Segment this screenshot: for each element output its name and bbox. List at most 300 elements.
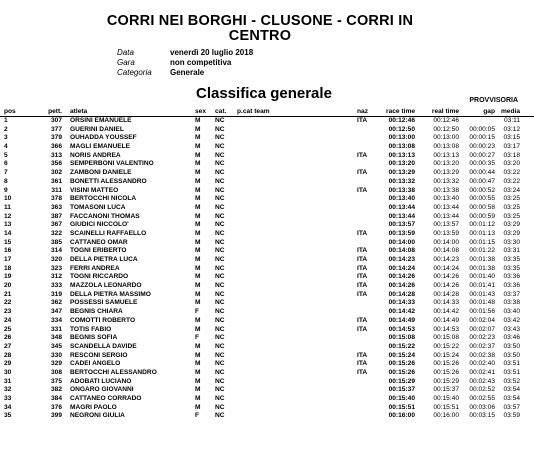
cell-gap: 00:00:47 [469, 177, 495, 185]
cell-cat: NC [215, 256, 225, 263]
cell-real-time: 00:14:00 [433, 238, 459, 246]
cell-real-time: 00:14:42 [433, 308, 459, 316]
cell-race-time: 00:15:29 [388, 377, 415, 385]
cell-pos: 28 [4, 351, 12, 359]
cell-media: 03:51 [503, 368, 520, 376]
cell-cat: NC [215, 386, 225, 394]
cell-pett: 376 [50, 403, 62, 411]
cell-cat: NC [215, 134, 225, 142]
cell-sex: M [195, 229, 201, 237]
cell-gap: 00:01:56 [469, 308, 495, 316]
cell-pett: 313 [50, 151, 62, 159]
cell-real-time: 00:15:40 [433, 395, 459, 402]
cell-pett: 307 [50, 117, 62, 124]
cell-media: 03:35 [503, 264, 520, 272]
cell-atleta: NORIS ANDREA [70, 151, 121, 159]
cell-sex: M [195, 238, 201, 246]
cell-real-time: 00:14:26 [433, 282, 459, 290]
cell-gap: 00:01:43 [469, 290, 495, 298]
cell-pos: 32 [4, 386, 12, 394]
cell-pett: 331 [50, 325, 62, 333]
cell-sex: M [195, 143, 201, 151]
cell-real-time: 00:13:32 [433, 177, 459, 185]
cell-media: 03:38 [503, 299, 520, 307]
cell-pett: 334 [50, 316, 62, 324]
cell-pett: 322 [50, 229, 62, 237]
table-row [0, 126, 534, 135]
cell-race-time: 00:15:26 [388, 368, 415, 376]
cell-media: 03:29 [503, 221, 520, 229]
cell-sex: M [195, 203, 201, 211]
cell-media: 03:50 [503, 342, 520, 350]
cell-atleta: GIUDICI NICCOLO' [70, 221, 129, 229]
cell-sex: M [195, 377, 201, 385]
cell-race-time: 00:15:40 [388, 395, 415, 402]
cell-atleta: FERRI ANDREA [70, 264, 120, 272]
table-row [0, 247, 534, 256]
table-row [0, 369, 534, 378]
cell-cat: NC [215, 282, 225, 290]
cell-atleta: POSSESSI SAMUELE [70, 299, 138, 307]
cell-atleta: BEGNIS CHIARA [70, 308, 123, 316]
cell-sex: M [195, 134, 201, 142]
cell-race-time: 00:13:13 [388, 151, 415, 159]
table-row [0, 178, 534, 187]
cell-pett: 311 [51, 186, 62, 194]
cell-media: 03:20 [503, 160, 520, 168]
cell-naz: ITA [357, 360, 368, 368]
meta-row-race [117, 58, 253, 68]
status-label: PROVVISORIA [469, 97, 518, 104]
cell-sex: M [195, 290, 201, 298]
cell-real-time: 00:14:53 [433, 325, 459, 333]
cell-cat: NC [215, 368, 225, 376]
cell-atleta: SCANDELLA DAVIDE [70, 342, 137, 350]
cell-gap: 00:01:12 [469, 221, 495, 229]
cell-gap: 00:00:23 [469, 143, 495, 151]
table-row [0, 299, 534, 308]
table-row [0, 195, 534, 204]
cell-real-time: 00:16:00 [433, 412, 459, 420]
cell-pos: 35 [4, 412, 12, 420]
cell-sex: M [195, 403, 201, 411]
cell-pos: 34 [4, 403, 12, 411]
table-row [0, 352, 534, 361]
cell-cat: NC [215, 334, 225, 342]
cell-sex: M [195, 212, 201, 220]
table-row [0, 204, 534, 213]
cell-cat: NC [215, 169, 225, 177]
cell-pos: 21 [4, 290, 12, 298]
cell-race-time: 00:13:00 [388, 134, 415, 142]
cell-atleta: BEGNIS SOFIA [70, 334, 118, 342]
cell-sex: M [195, 125, 201, 133]
cell-pett: 329 [50, 360, 62, 368]
cell-media: 03:35 [503, 256, 520, 263]
cell-real-time: 00:15:26 [433, 360, 459, 368]
cell-cat: NC [215, 247, 225, 255]
cell-sex: M [195, 177, 201, 185]
table-body [0, 117, 534, 421]
cell-media: 03:43 [503, 325, 520, 333]
cell-real-time: 00:13:44 [433, 203, 459, 211]
cell-race-time: 00:13:44 [388, 212, 415, 220]
cell-race-time: 00:13:38 [388, 186, 415, 194]
cell-atleta: RESCONI SERGIO [70, 351, 128, 359]
cell-gap: 00:00:55 [469, 195, 495, 203]
cell-race-time: 00:15:24 [388, 351, 415, 359]
cell-naz: ITA [357, 151, 368, 159]
cell-real-time: 00:13:20 [433, 160, 459, 168]
cell-atleta: FACCANONI THOMAS [70, 212, 140, 220]
cell-media: 03:50 [503, 351, 520, 359]
cell-pos: 12 [4, 212, 12, 220]
cell-race-time: 00:15:08 [388, 334, 415, 342]
cell-sex: M [195, 160, 201, 168]
table-row [0, 213, 534, 222]
cell-sex: M [195, 325, 201, 333]
cell-race-time: 00:13:20 [388, 160, 415, 168]
cell-real-time: 00:13:13 [433, 151, 459, 159]
header-cat: cat. [215, 108, 227, 115]
cell-atleta: BERTOCCHI NICOLA [70, 195, 137, 203]
cell-sex: M [195, 299, 201, 307]
header-race-time: race time [386, 108, 415, 115]
cell-pett: 314 [50, 247, 62, 255]
cell-sex: M [195, 247, 201, 255]
cell-cat: NC [215, 360, 225, 368]
cell-sex: M [195, 256, 201, 263]
cell-atleta: COMOTTI ROBERTO [70, 316, 136, 324]
cell-pos: 23 [4, 308, 12, 316]
cell-cat: NC [215, 316, 225, 324]
cell-pos: 30 [4, 368, 12, 376]
cell-pos: 26 [4, 334, 12, 342]
cell-pos: 20 [4, 282, 12, 290]
cell-media: 03:40 [503, 308, 520, 316]
cell-pett: 367 [50, 221, 62, 229]
cell-pett: 362 [50, 299, 62, 307]
cell-pos: 5 [4, 151, 8, 159]
cell-atleta: SCAINELLI RAFFAELLO [70, 229, 147, 237]
cell-atleta: OUHADDA YOUSSEF [70, 134, 137, 142]
cell-naz: ITA [357, 264, 368, 272]
cell-cat: NC [215, 186, 225, 194]
cell-pett: 387 [50, 212, 62, 220]
cell-cat: NC [215, 143, 225, 151]
cell-media: 03:46 [503, 334, 520, 342]
table-row [0, 187, 534, 196]
cell-sex: M [195, 395, 201, 402]
cell-atleta: CATTANEO CORRADO [70, 395, 142, 402]
cell-atleta: ZAMBONI DANIELE [70, 169, 132, 177]
cell-naz: ITA [357, 368, 368, 376]
cell-pos: 3 [4, 134, 8, 142]
header-sex: sex [195, 108, 207, 115]
cell-cat: NC [215, 221, 225, 229]
cell-pos: 1 [4, 117, 8, 124]
cell-pos: 17 [4, 256, 12, 263]
cell-media: 03:24 [503, 186, 520, 194]
cell-race-time: 00:13:32 [388, 177, 415, 185]
cell-gap: 00:02:04 [469, 316, 495, 324]
cell-atleta: ORSINI EMANUELE [70, 117, 132, 124]
cell-cat: NC [215, 238, 225, 246]
cell-naz: ITA [357, 247, 368, 255]
cell-atleta: TOGNI ERIBERTO [70, 247, 127, 255]
cell-cat: NC [215, 151, 225, 159]
cell-media: 03:25 [503, 195, 520, 203]
cell-media: 03:30 [503, 238, 520, 246]
document-title: CORRI NEI BORGHI - CLUSONE - CORRI IN CENTRO [106, 13, 414, 44]
cell-pett: 361 [50, 177, 62, 185]
cell-real-time: 00:14:23 [433, 256, 459, 263]
cell-real-time: 00:15:37 [433, 386, 459, 394]
cell-atleta: SEMPERBONI VALENTINO [70, 160, 154, 168]
cell-sex: M [195, 117, 201, 124]
cell-pos: 6 [4, 160, 8, 168]
cell-gap: 00:01:13 [469, 229, 495, 237]
cell-naz: ITA [357, 325, 368, 333]
cell-gap: 00:01:38 [469, 256, 495, 263]
cell-atleta: DELLA PIETRA MASSIMO [70, 290, 151, 298]
cell-pett: 375 [50, 377, 62, 385]
cell-naz: ITA [357, 282, 368, 290]
section-title: Classifica generale [196, 85, 332, 102]
cell-naz: ITA [357, 169, 368, 177]
cell-real-time: 00:12:46 [433, 117, 459, 124]
cell-media: 03:54 [503, 386, 520, 394]
cell-sex: M [195, 360, 201, 368]
cell-media: 03:11 [503, 117, 520, 124]
cell-cat: NC [215, 290, 225, 298]
cell-pett: 382 [50, 386, 62, 394]
cell-gap: 00:03:06 [469, 403, 495, 411]
cell-media: 03:17 [503, 143, 520, 151]
cell-race-time: 00:14:33 [388, 299, 415, 307]
table-row [0, 169, 534, 178]
table-row [0, 256, 534, 265]
cell-sex: F [195, 412, 200, 420]
cell-real-time: 00:13:44 [433, 212, 459, 220]
meta-value: non competitiva [170, 58, 232, 67]
cell-pett: 379 [50, 134, 62, 142]
cell-media: 03:25 [503, 212, 520, 220]
cell-gap: 00:01:40 [469, 273, 495, 281]
table-row [0, 404, 534, 413]
cell-race-time: 00:15:26 [388, 360, 415, 368]
cell-sex: M [195, 195, 201, 203]
cell-media: 03:42 [503, 316, 520, 324]
cell-real-time: 00:15:29 [433, 377, 459, 385]
cell-race-time: 00:14:42 [388, 308, 415, 316]
table-row [0, 317, 534, 326]
cell-real-time: 00:15:26 [433, 368, 459, 376]
cell-race-time: 00:13:59 [388, 229, 415, 237]
cell-pos: 19 [4, 273, 12, 281]
cell-naz: ITA [357, 273, 368, 281]
cell-sex: M [195, 151, 201, 159]
table-row [0, 152, 534, 161]
cell-cat: NC [215, 125, 225, 133]
cell-pos: 15 [4, 238, 12, 246]
cell-naz: ITA [357, 117, 368, 124]
cell-pett: 323 [50, 264, 62, 272]
cell-sex: M [195, 316, 201, 324]
cell-pos: 4 [4, 143, 8, 151]
cell-atleta: MAGRI PAOLO [70, 403, 117, 411]
cell-gap: 00:01:38 [469, 264, 495, 272]
cell-race-time: 00:12:46 [388, 117, 415, 124]
cell-gap: 00:00:15 [469, 134, 495, 142]
header-team: p.cat team [237, 108, 270, 115]
cell-atleta: TOMASONI LUCA [70, 203, 126, 211]
cell-real-time: 00:15:22 [433, 342, 459, 350]
cell-naz: ITA [357, 316, 368, 324]
table-row [0, 221, 534, 230]
cell-gap: 00:00:35 [469, 160, 495, 168]
cell-sex: M [195, 186, 201, 194]
table-row [0, 117, 534, 126]
cell-race-time: 00:12:50 [388, 125, 415, 133]
cell-pett: 320 [50, 256, 62, 263]
cell-pos: 10 [4, 195, 12, 203]
cell-real-time: 00:13:00 [433, 134, 459, 142]
cell-pos: 25 [4, 325, 12, 333]
cell-race-time: 00:14:53 [388, 325, 415, 333]
cell-real-time: 00:13:38 [433, 186, 459, 194]
cell-media: 03:18 [503, 151, 520, 159]
cell-gap: 00:00:05 [469, 125, 495, 133]
cell-gap: 00:02:55 [469, 395, 495, 402]
cell-gap: 00:00:27 [469, 151, 495, 159]
cell-pos: 8 [4, 177, 8, 185]
cell-gap: 00:02:37 [469, 342, 495, 350]
cell-sex: M [195, 264, 201, 272]
cell-media: 03:57 [503, 403, 520, 411]
cell-pos: 18 [4, 264, 12, 272]
cell-naz: ITA [357, 229, 368, 237]
cell-media: 03:37 [503, 290, 520, 298]
cell-media: 03:54 [503, 395, 520, 402]
cell-media: 03:15 [503, 134, 520, 142]
cell-pos: 13 [4, 221, 12, 229]
cell-cat: NC [215, 195, 225, 203]
table-row [0, 239, 534, 248]
cell-cat: NC [215, 177, 225, 185]
table-row [0, 265, 534, 274]
cell-media: 03:12 [503, 125, 520, 133]
cell-gap: 00:00:59 [469, 212, 495, 220]
cell-pett: 345 [50, 342, 62, 350]
cell-media: 03:51 [503, 360, 520, 368]
cell-real-time: 00:14:24 [433, 264, 459, 272]
header-pett: pett. [48, 108, 62, 115]
cell-media: 03:22 [503, 169, 520, 177]
cell-cat: NC [215, 412, 225, 420]
cell-atleta: BERTOCCHI ALESSANDRO [70, 368, 157, 376]
cell-media: 03:52 [503, 377, 520, 385]
table-row [0, 334, 534, 343]
meta-label: Categoria [117, 68, 152, 77]
cell-race-time: 00:14:24 [388, 264, 415, 272]
cell-gap: 00:02:07 [469, 325, 495, 333]
cell-atleta: CATTANEO OMAR [70, 238, 128, 246]
cell-cat: NC [215, 377, 225, 385]
header-media: media [500, 108, 520, 115]
cell-gap: 00:03:15 [469, 412, 495, 420]
cell-real-time: 00:13:40 [433, 195, 459, 203]
cell-pos: 27 [4, 342, 12, 350]
cell-sex: M [195, 386, 201, 394]
cell-pett: 385 [50, 238, 62, 246]
cell-race-time: 00:15:37 [388, 386, 415, 394]
cell-media: 03:36 [503, 273, 520, 281]
cell-pos: 31 [4, 377, 12, 385]
cell-race-time: 00:13:08 [388, 143, 415, 151]
cell-gap: 00:01:15 [469, 238, 495, 246]
cell-pett: 378 [50, 195, 62, 203]
cell-naz: ITA [357, 290, 368, 298]
cell-race-time: 00:16:00 [388, 412, 415, 420]
cell-cat: NC [215, 264, 225, 272]
cell-race-time: 00:14:08 [388, 247, 415, 255]
cell-race-time: 00:13:29 [388, 169, 415, 177]
cell-pos: 29 [4, 360, 12, 368]
cell-pett: 330 [50, 351, 62, 359]
header-pos: pos [4, 108, 16, 115]
table-row [0, 282, 534, 291]
meta-value: Generale [170, 68, 205, 77]
cell-race-time: 00:13:40 [388, 195, 415, 203]
meta-row-date [117, 48, 253, 58]
cell-pett: 399 [50, 412, 62, 420]
cell-race-time: 00:15:51 [388, 403, 415, 411]
cell-gap: 00:02:41 [469, 368, 495, 376]
table-row [0, 308, 534, 317]
cell-pos: 7 [4, 169, 8, 177]
cell-atleta: VISINI MATTEO [70, 186, 119, 194]
cell-pett: 356 [50, 160, 62, 168]
table-row [0, 378, 534, 387]
cell-cat: NC [215, 212, 225, 220]
meta-label: Gara [117, 58, 135, 67]
cell-media: 03:22 [503, 177, 520, 185]
header-real-time: real time [431, 108, 459, 115]
cell-real-time: 00:15:51 [433, 403, 459, 411]
cell-sex: M [195, 221, 201, 229]
cell-gap: 00:00:44 [469, 169, 495, 177]
table-row [0, 143, 534, 152]
cell-pos: 14 [4, 229, 12, 237]
cell-atleta: DELLA PIETRA LUCA [70, 256, 138, 263]
cell-cat: NC [215, 273, 225, 281]
cell-real-time: 00:14:08 [433, 247, 459, 255]
cell-pos: 16 [4, 247, 12, 255]
cell-race-time: 00:15:22 [388, 342, 415, 350]
cell-media: 03:36 [503, 282, 520, 290]
cell-cat: NC [215, 117, 225, 124]
cell-cat: NC [215, 203, 225, 211]
cell-media: 03:29 [503, 229, 520, 237]
table-row [0, 412, 534, 421]
cell-atleta: TOGNI RICCARDO [70, 273, 129, 281]
cell-media: 03:59 [503, 412, 520, 420]
cell-atleta: GUERINI DANIEL [70, 125, 124, 133]
cell-pett: 347 [50, 308, 62, 316]
cell-gap: 00:00:58 [469, 203, 495, 211]
cell-real-time: 00:15:24 [433, 351, 459, 359]
